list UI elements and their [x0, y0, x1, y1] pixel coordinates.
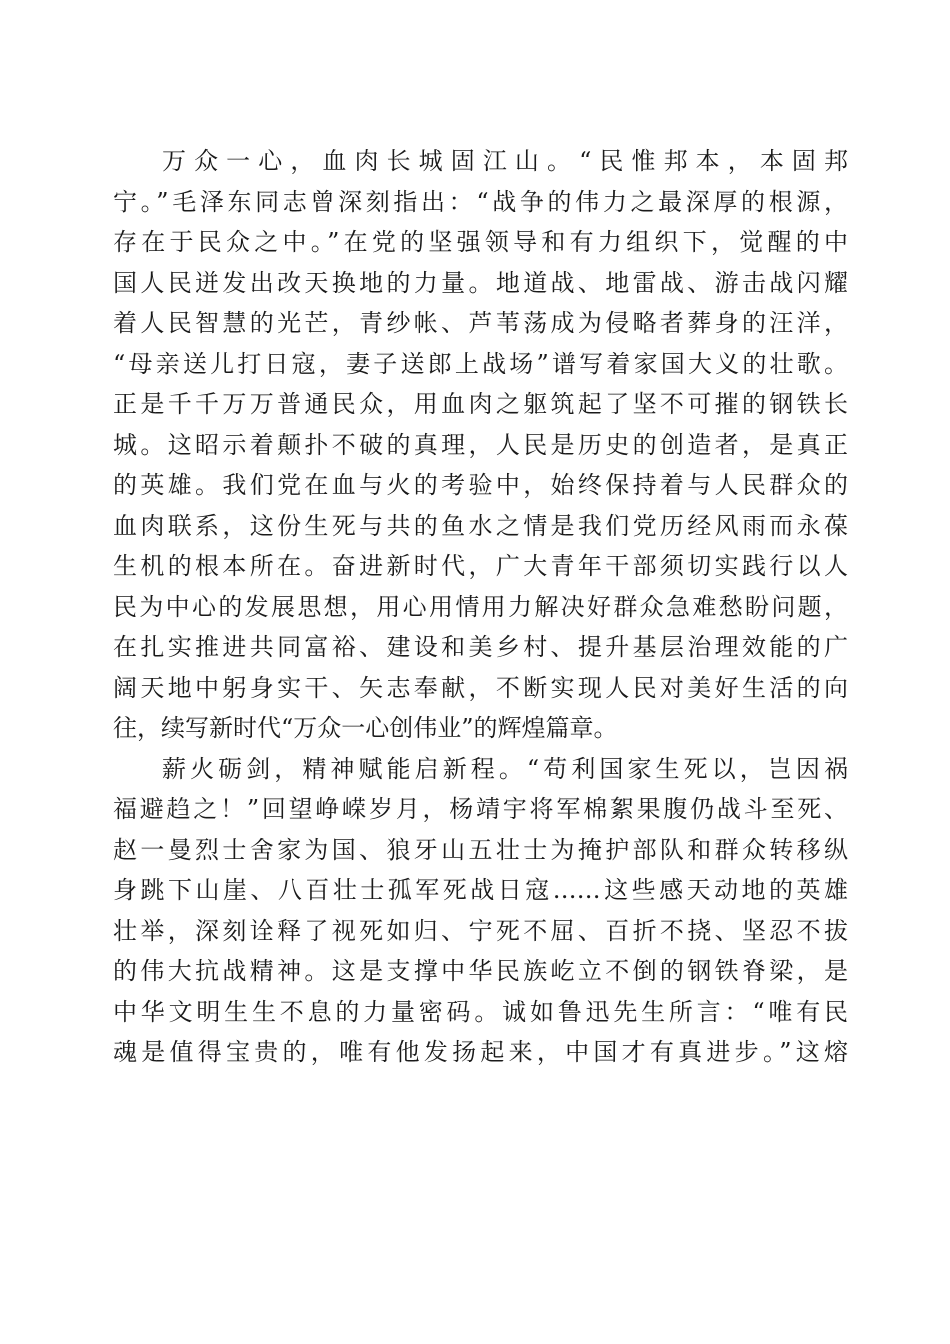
- text-line: 魂是值得宝贵的，唯有他发扬起来，中国才有真进步。”这熔: [113, 1038, 848, 1066]
- text-line: “母亲送儿打日寇，妻子送郎上战场”谱写着家国大义的壮歌。: [113, 349, 848, 378]
- text-line: 阔天地中躬身实干、矢志奉献，不断实现人民对美好生活的向: [113, 673, 848, 702]
- text-line: 宁。”毛泽东同志曾深刻指出：“战争的伟力之最深厚的根源，: [113, 187, 848, 216]
- text-line: 国人民迸发出改天换地的力量。地道战、地雷战、游击战闪耀: [113, 268, 848, 297]
- text-line: 城。这昭示着颠扑不破的真理，人民是历史的创造者，是真正: [113, 430, 848, 459]
- text-line: 着人民智慧的光芒，青纱帐、芦苇荡成为侵略者葬身的汪洋，: [113, 309, 848, 337]
- text-line: 身跳下山崖、八百壮士孤军死战日寇……这些感天动地的英雄: [113, 876, 848, 904]
- text-line: 薪火砺剑，精神赋能启新程。“苟利国家生死以，岂因祸: [162, 754, 848, 783]
- body-text: [113, 141, 848, 1073]
- text-line: 壮举，深刻诠释了视死如归、宁死不屈、百折不挠、坚忍不拔: [113, 916, 848, 945]
- text-line: 民为中心的发展思想，用心用情用力解决好群众急难愁盼问题，: [113, 592, 848, 621]
- text-line: 的英雄。我们党在血与火的考验中，始终保持着与人民群众的: [113, 471, 848, 499]
- text-line: 在扎实推进共同富裕、建设和美乡村、提升基层治理效能的广: [113, 633, 848, 661]
- text-line: 福避趋之！”回望峥嵘岁月，杨靖宇将军棉絮果腹仍战斗至死、: [113, 795, 848, 823]
- text-line: 的伟大抗战精神。这是支撑中华民族屹立不倒的钢铁脊梁，是: [113, 957, 848, 985]
- text-line: 生机的根本所在。奋进新时代，广大青年干部须切实践行以人: [113, 552, 848, 580]
- text-line: 万众一心，血肉长城固江山。“民惟邦本，本固邦: [162, 147, 848, 175]
- text-line: 赵一曼烈士舍家为国、狼牙山五壮士为掩护部队和群众转移纵: [113, 835, 848, 864]
- text-line: 血肉联系，这份生死与共的鱼水之情是我们党历经风雨而永葆: [113, 511, 848, 540]
- paragraph-2: [113, 749, 848, 1073]
- text-line: 中华文明生生不息的力量密码。诚如鲁迅先生所言：“唯有民: [113, 997, 848, 1026]
- text-line: 往，续写新时代“万众一心创伟业”的辉煌篇章。: [113, 714, 618, 742]
- paragraph-1: [113, 141, 848, 749]
- text-line: 存在于民众之中。”在党的坚强领导和有力组织下，觉醒的中: [113, 228, 848, 256]
- text-line: 正是千千万万普通民众，用血肉之躯筑起了坚不可摧的钢铁长: [113, 390, 848, 418]
